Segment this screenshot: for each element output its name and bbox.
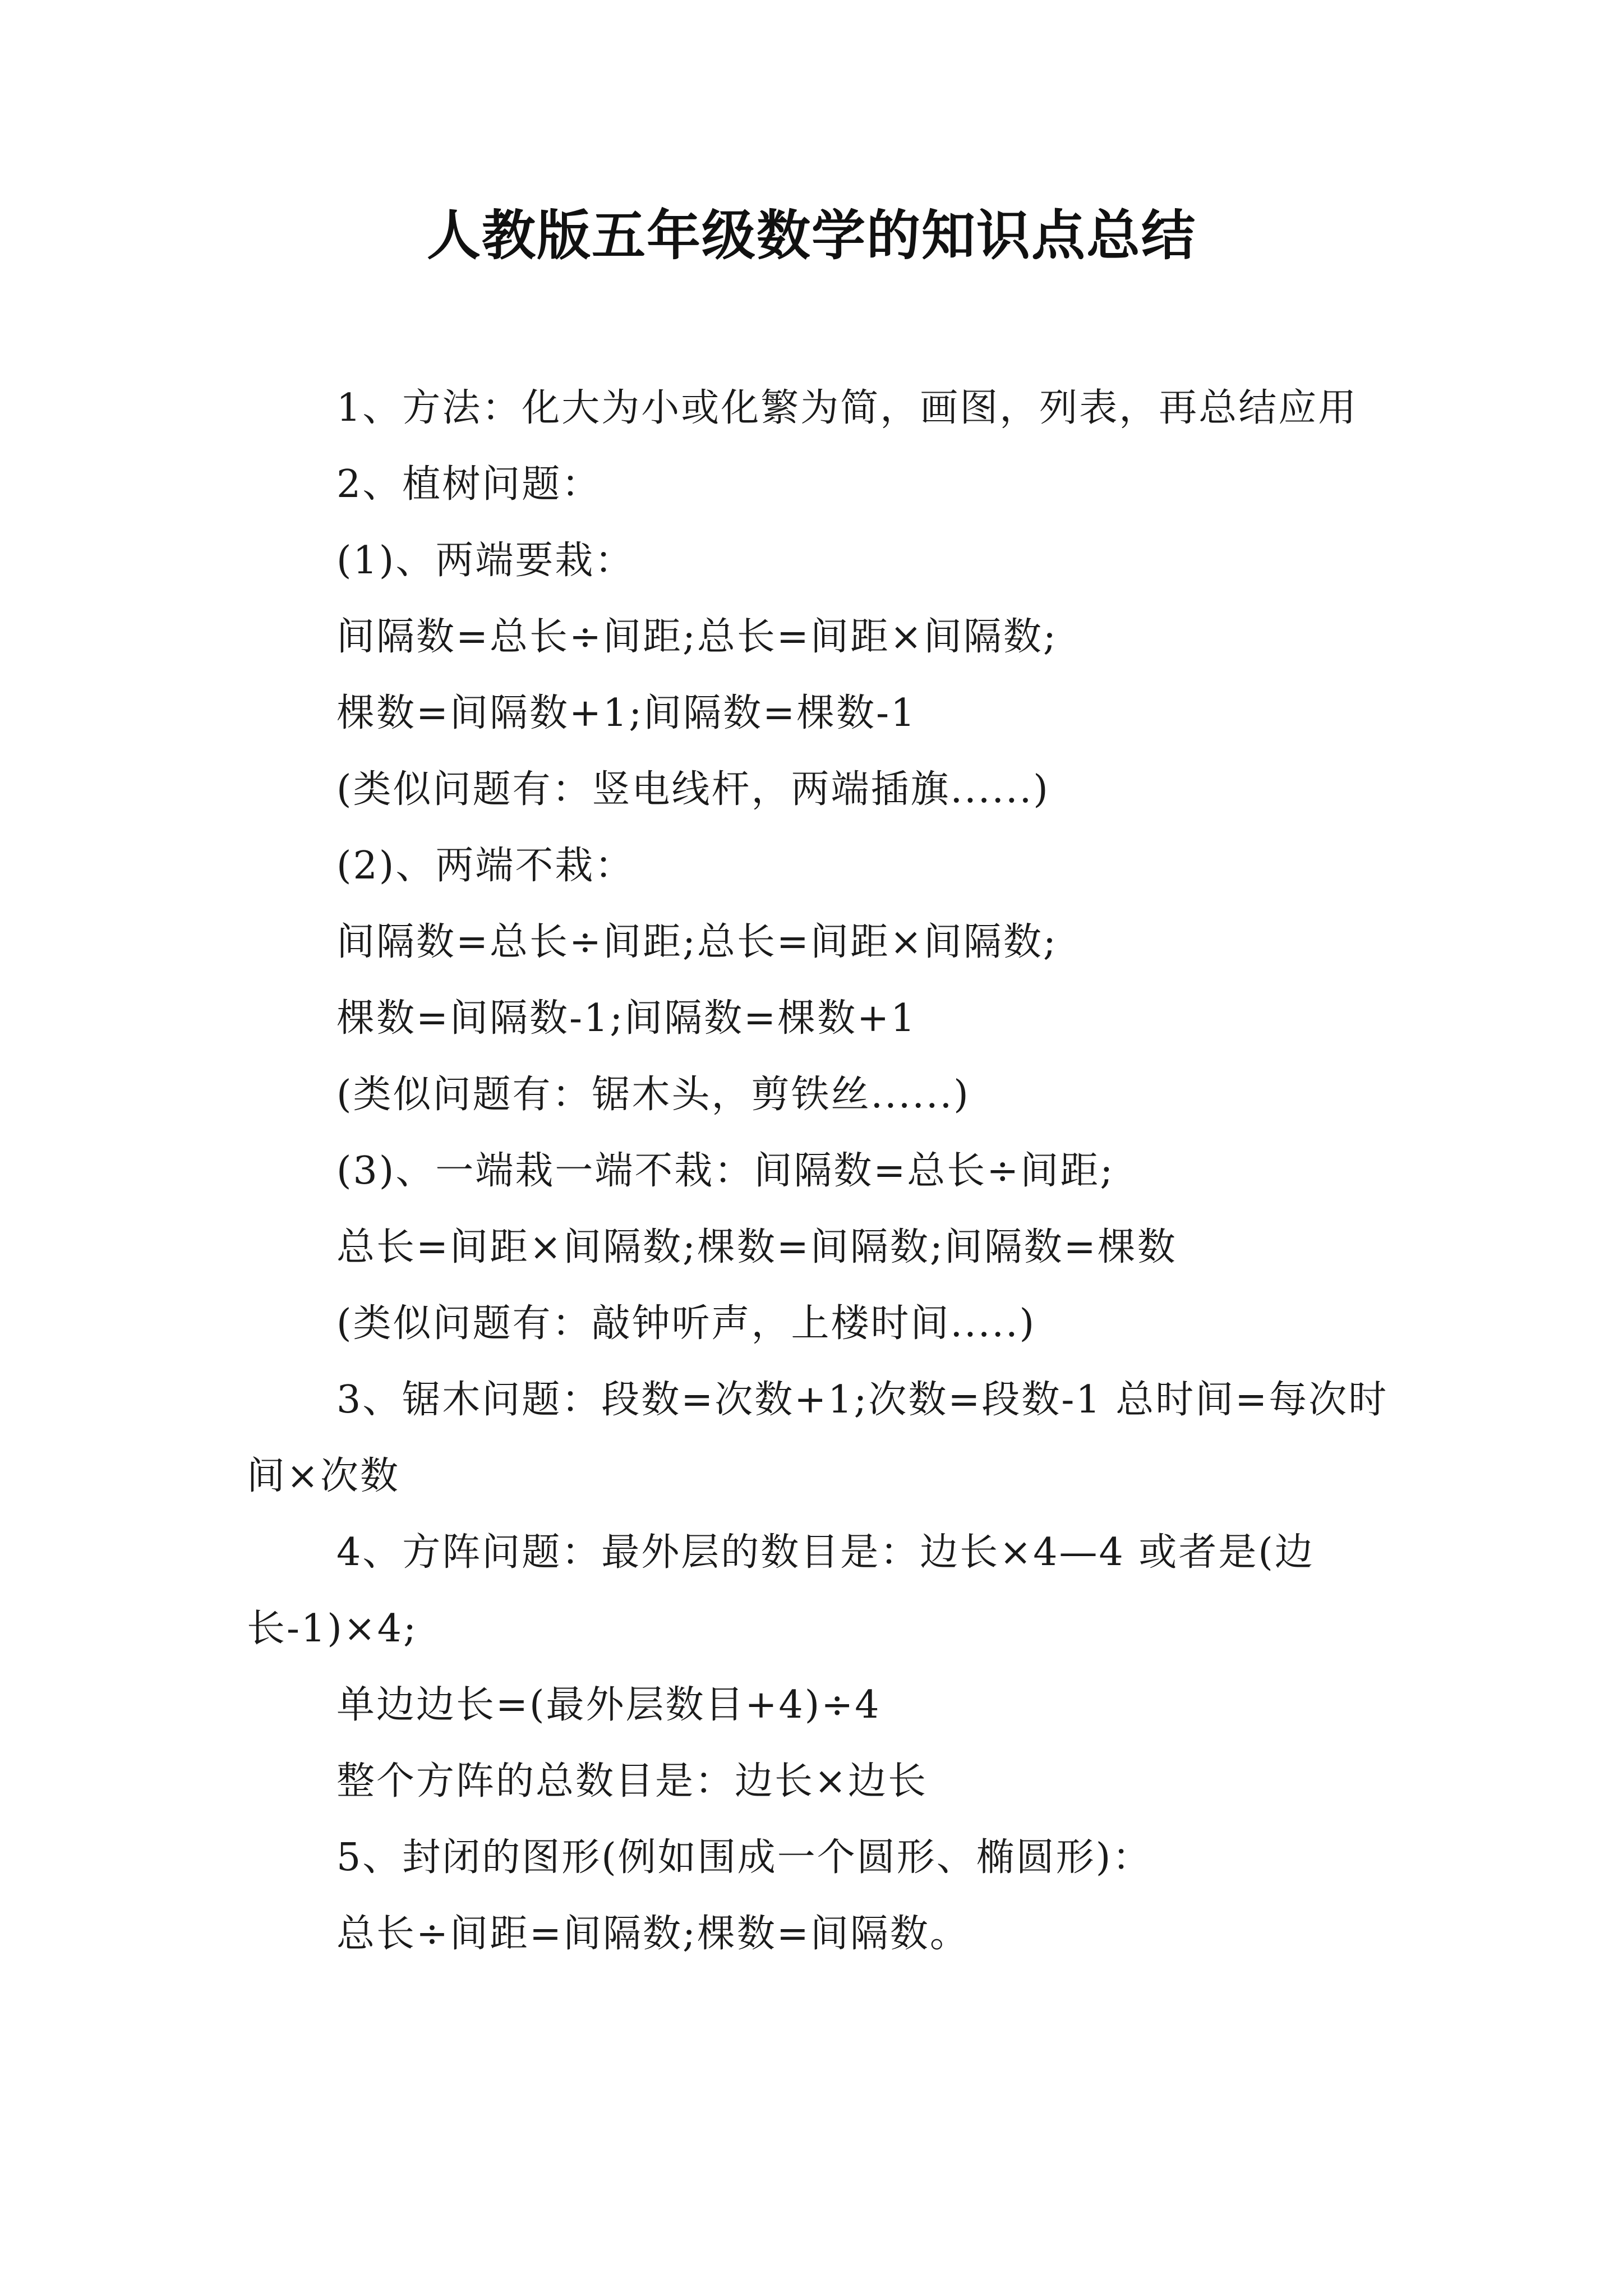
paragraph: (3)、一端栽一端不栽：间隔数=总长÷间距;: [336, 1149, 1115, 1193]
paragraph: 5、封闭的图形(例如围成一个圆形、椭圆形)：: [336, 1835, 1152, 1880]
paragraph: 3、锯木问题：段数=次数+1;次数=段数-1 总时间=每次时间×次数: [247, 1378, 1389, 1498]
paragraph: 1、方法：化大为小或化繁为简，画图，列表，再总结应用: [336, 386, 1358, 430]
paragraph: (类似问题有：敲钟听声，上楼时间.....): [336, 1301, 1036, 1346]
paragraph: 总长÷间距=间隔数;棵数=间隔数。: [336, 1912, 970, 1956]
paragraph: (2)、两端不栽：: [336, 844, 635, 888]
paragraph: 棵数=间隔数+1;间隔数=棵数-1: [336, 691, 917, 735]
paragraph: 间隔数=总长÷间距;总长=间距×间隔数;: [336, 615, 1058, 659]
document-body: [247, 370, 1396, 1972]
paragraph: (类似问题有：锯木头，剪铁丝......): [336, 1073, 970, 1117]
paragraph: (1)、两端要栽：: [336, 539, 635, 583]
paragraph: 4、方阵问题：最外层的数目是：边长×4—4 或者是(边长-1)×4;: [247, 1530, 1315, 1651]
paragraph: 棵数=间隔数-1;间隔数=棵数+1: [336, 996, 917, 1041]
paragraph: 单边边长=(最外层数目+4)÷4: [336, 1683, 881, 1727]
paragraph: (类似问题有：竖电线杆，两端插旗......): [336, 767, 1050, 812]
paragraph: 间隔数=总长÷间距;总长=间距×间隔数;: [336, 920, 1058, 964]
paragraph: 总长=间距×间隔数;棵数=间隔数;间隔数=棵数: [336, 1225, 1177, 1269]
paragraph: 2、植树问题：: [336, 462, 602, 507]
paragraph: 整个方阵的总数目是：边长×边长: [336, 1759, 928, 1803]
document-title: 人教版五年级数学的知识点总结: [427, 204, 1196, 267]
